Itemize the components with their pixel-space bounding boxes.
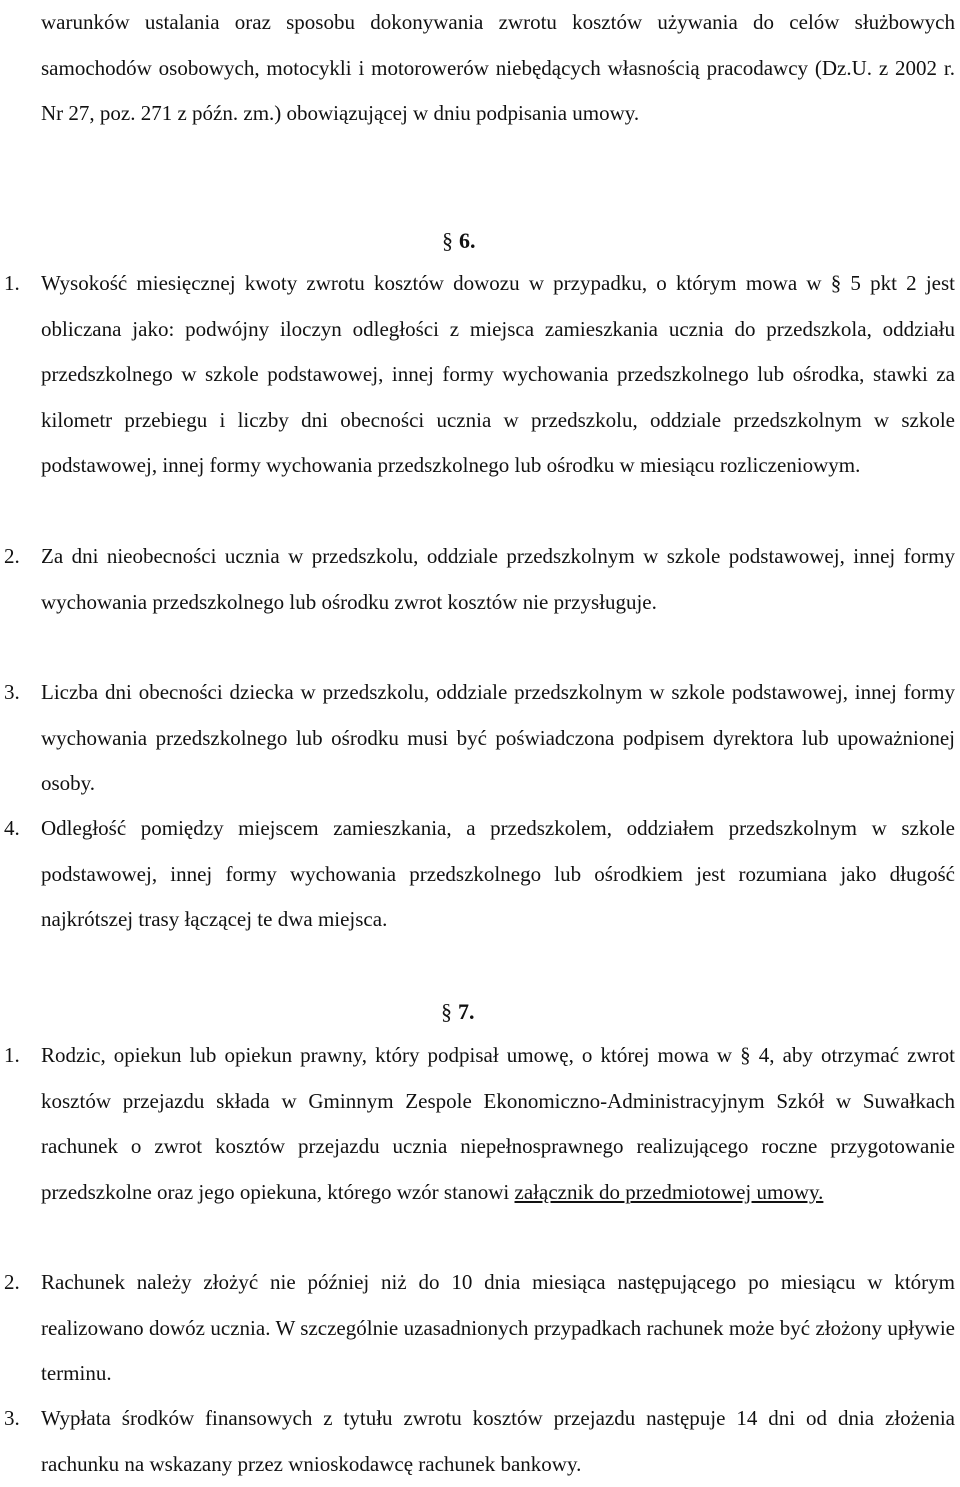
section-6-item-3 bbox=[4, 670, 955, 807]
section-6-number: 6. bbox=[459, 228, 476, 253]
item-text: Odległość pomiędzy miejscem zamieszkania, a przedszkolem, oddziałem przedszkolnym w szkole podstawowej, innej formy wychowania przedszkolnego lub ośrodkiem jest rozumiana jako długość najkrótszej trasy łączącej te dwa miejsca. bbox=[41, 816, 955, 931]
section-7-item-3 bbox=[4, 1396, 955, 1487]
item-number: 4. bbox=[4, 816, 20, 840]
item-text: Wysokość miesięcznej kwoty zwrotu kosztów dowozu w przypadku, o którym mowa w § 5 pkt 2 jest obliczana jako: podwójny iloczyn odległości z miejsca zamieszkania ucznia do przedszkola, oddziału przedszkolnego w szkole podstawowej, innej formy wychowania przedszkolnego lub ośrodka, stawki za kilometr przebiegu i liczby dni obecności ucznia w przedszkolu, oddziale przedszkolnym w szkole podstawowej, innej formy wychowania przedszkolnego lub ośrodku w miesiącu rozliczeniowym. bbox=[41, 271, 955, 477]
item-text bbox=[41, 1033, 955, 1215]
section-6-item-4 bbox=[4, 806, 955, 943]
item-text: Za dni nieobecności ucznia w przedszkolu, oddziale przedszkolnym w szkole podstawowej, innej formy wychowania przedszkolnego lub ośrodku zwrot kosztów nie przysługuje. bbox=[41, 544, 955, 614]
section-7-number: 7. bbox=[458, 999, 475, 1024]
section-7-heading bbox=[441, 997, 475, 1027]
item-number: 1. bbox=[4, 271, 20, 295]
section-7-item-2 bbox=[4, 1260, 955, 1397]
item-number: 1. bbox=[4, 1043, 20, 1067]
item-number: 3. bbox=[4, 1406, 20, 1430]
item-number: 2. bbox=[4, 1270, 20, 1294]
item-text: Liczba dni obecności dziecka w przedszkolu, oddziale przedszkolnym w szkole podstawowej, innej formy wychowania przedszkolnego lub ośrodku musi być poświadczona podpisem dyrektora lub upoważnionej osoby. bbox=[41, 680, 955, 795]
item-text-main: Rodzic, opiekun lub opiekun prawny, który podpisał umowę, o której mowa w § 4, aby otrzymać zwrot kosztów przejazdu składa w Gminnym Zespole Ekonomiczno-Administracyjnym Szkół w Suwałkach rachunek o zwrot kosztów przejazdu ucznia niepełnosprawnego realizującego roczne przygotowanie przedszkolne oraz jego opiekuna, którego wzór stanowi bbox=[41, 1043, 955, 1204]
section-sign-icon: § bbox=[442, 228, 453, 253]
section-6-item-2 bbox=[4, 534, 955, 625]
item-number: 3. bbox=[4, 680, 20, 704]
attachment-reference: załącznik do przedmiotowej umowy. bbox=[514, 1179, 824, 1204]
section-sign-icon: § bbox=[441, 999, 452, 1024]
intro-text: warunków ustalania oraz sposobu dokonywania zwrotu kosztów używania do celów służbowych samochodów osobowych, motocykli i motorowerów niebędących własnością pracodawcy (Dz.U. z 2002 r. Nr 27, poz. 271 z późn. zm.) obowiązującej w dniu podpisania umowy. bbox=[41, 10, 955, 125]
item-text: Rachunek należy złożyć nie później niż do 10 dnia miesiąca następującego po miesiącu w którym realizowano dowóz ucznia. W szczególnie uzasadnionych przypadkach rachunek może być złożony upływie terminu. bbox=[41, 1270, 955, 1385]
section-6-heading bbox=[442, 226, 476, 256]
item-text: Wypłata środków finansowych z tytułu zwrotu kosztów przejazdu następuje 14 dni od dnia złożenia rachunku na wskazany przez wnioskodawcę rachunek bankowy. bbox=[41, 1406, 955, 1476]
section-6-item-1 bbox=[4, 261, 955, 489]
intro-paragraph bbox=[41, 0, 955, 137]
section-7-item-1 bbox=[4, 1033, 955, 1215]
item-number: 2. bbox=[4, 544, 20, 568]
